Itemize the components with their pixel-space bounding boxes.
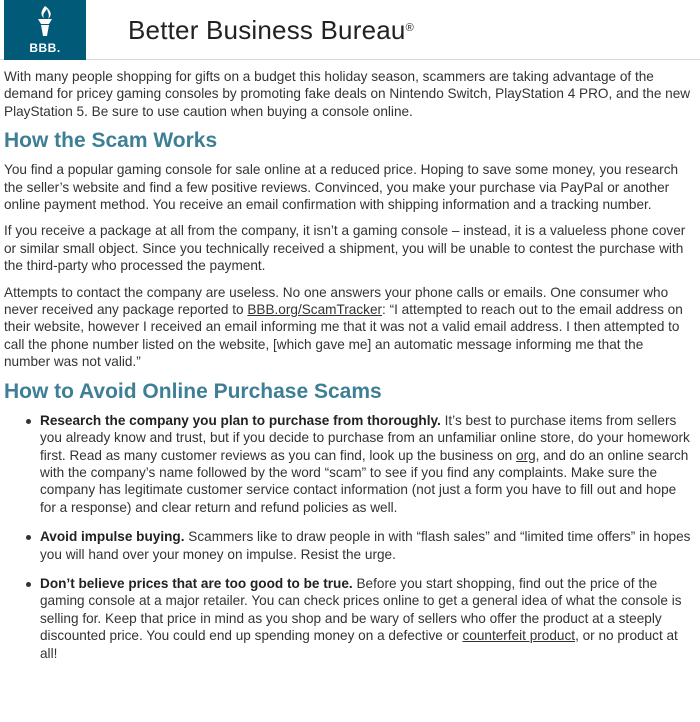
scam-paragraph-2: If you receive a package at all from the company, it isn’t a gaming console – instead, it is a valueless phone cover or similar small object. Since you technically received a shipment, you will be unable to contest the purchase with the third-party who processed the payment. (4, 223, 686, 274)
scam-p3-after: : “I attempted to reach out to the email address on their website, however I received an email informing me that it was not a valid email address. I then attempted to call the phone number listed on the website, [which gave me] an automatic message informing me that the number was not valid.” (4, 302, 683, 370)
scam-p3-before: Attempts to contact the company are useless. No one answers your phone calls or emails. One consumer who never received any package reported to (4, 284, 669, 318)
tip-text: Scammers like to draw people in with “flash sales” and “limited time offers” in hopes you will hand over your money on impulse. Resist the urge. (40, 529, 691, 562)
section-heading-how-to-avoid: How to Avoid Online Purchase Scams (4, 379, 382, 403)
brand-name (128, 14, 414, 46)
tip-text-after: , and do an online search with the company’s name followed by the word “scam” to see if you find any complaints. Make sure the company has legitimate customer service contact information (not just a form you have to fill out and hope for a response) and clear return and refund policies as well. (40, 447, 689, 515)
scam-paragraph-3 (4, 284, 692, 371)
logo-text: BBB. (29, 41, 61, 55)
tip-text: It’s best to purchase items from sellers you already know and trust, but if you decide to purchase from an unfamiliar online store, do your homework first. Read as many customer reviews as you can find, look up the business on (40, 412, 690, 463)
bbb-org-link[interactable]: org (516, 447, 536, 463)
tips-list (26, 412, 692, 662)
intro-paragraph: With many people shopping for gifts on a budget this holiday season, scammers are taking advantage of the demand for pricey gaming consoles by promoting fake deals on Nintendo Switch, PlayStation 4 PRO, and the new PlayStation 5. Be sure to use caution when buying a console online. (4, 69, 691, 119)
page-header (0, 0, 700, 60)
list-item (26, 575, 692, 662)
registered-mark: ® (405, 22, 414, 34)
list-item (26, 528, 692, 563)
tip-title: Avoid impulse buying. (40, 529, 185, 545)
section-heading-how-scam-works: How the Scam Works (4, 129, 218, 153)
scamtracker-link[interactable]: BBB.org/ScamTracker (247, 302, 383, 318)
article-body (0, 60, 700, 662)
list-item (26, 412, 692, 516)
counterfeit-product-link[interactable]: counterfeit product (462, 628, 576, 644)
tip-title: Don’t believe prices that are too good to be true. (40, 575, 353, 591)
bullet-icon (26, 419, 31, 424)
bullet-icon (26, 535, 31, 540)
bbb-logo[interactable] (4, 0, 86, 60)
bullet-icon (26, 582, 31, 587)
brand-title: Better Business Bureau (128, 15, 406, 45)
scam-paragraph-1: You find a popular gaming console for sale online at a reduced price. Hoping to save some money, you research the seller’s website and find a few positive reviews. Convinced, you make your purchase via PayPal or another online payment method. You receive an email confirmation with shipping information and a tracking number. (4, 162, 679, 213)
tip-title: Research the company you plan to purchase from thoroughly. (40, 412, 441, 428)
tip-text: Before you start shopping, find out the price of the gaming console at a major retailer. You can check prices online to get a general idea of what the console is selling for. Keep that price in mind as you shop and be wary of sellers who offer the product at a steeply discounted price. You could end up spending money on a defective or (40, 575, 682, 644)
tip-text-after: , or no product at all! (40, 628, 678, 661)
